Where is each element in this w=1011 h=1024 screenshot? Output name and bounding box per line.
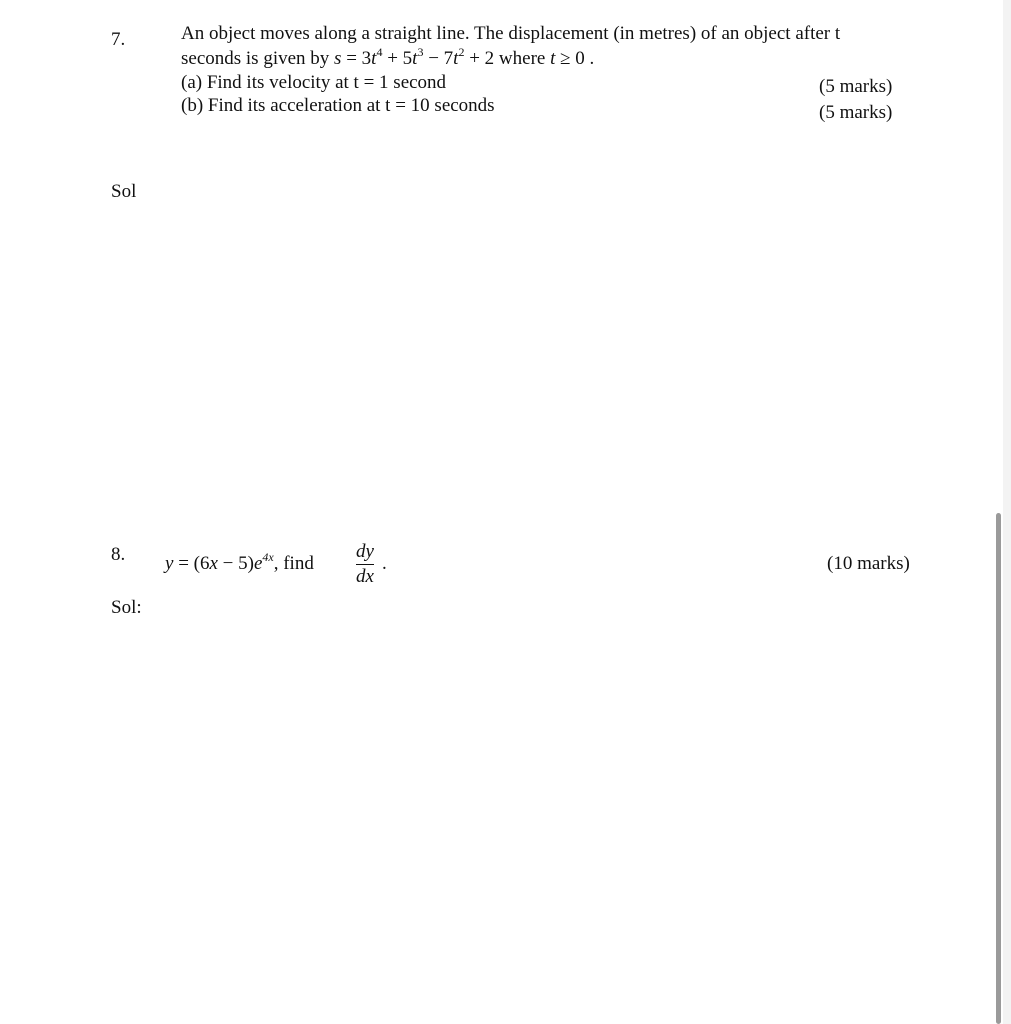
q7-part-a: (a) Find its velocity at t = 1 second xyxy=(181,72,447,93)
scrollbar-thumb[interactable] xyxy=(996,513,1001,1024)
page-edge-shadow xyxy=(1003,0,1011,1024)
q7-number: 7. xyxy=(111,29,126,50)
q7-exp2: 3 xyxy=(417,45,424,59)
q7-part-b: (b) Find its acceleration at t = 10 seconds xyxy=(181,95,495,116)
q7-line2-prefix: seconds is given by xyxy=(181,48,335,69)
q8-var-e: e xyxy=(253,553,263,574)
q8-frac-denominator: dx xyxy=(356,566,374,587)
q7-var-t2: t xyxy=(412,48,418,69)
q8-sol-label: Sol: xyxy=(111,597,142,618)
q8-frac-bar xyxy=(356,564,374,565)
q7-exp1: 4 xyxy=(376,45,383,59)
q7-var-t1: t xyxy=(371,48,377,69)
q8-eq: = (6 xyxy=(173,553,210,574)
q7-exp3: 2 xyxy=(458,45,465,59)
q7-part-b-marks: (5 marks) xyxy=(819,102,893,123)
q7-cond-t: t xyxy=(550,48,556,69)
q8-period: . xyxy=(382,553,387,574)
q7-var-t3: t xyxy=(453,48,459,69)
q7-p3: + 2 where xyxy=(464,48,551,69)
q7-line2 xyxy=(181,47,594,72)
q8-derivative-fraction xyxy=(356,542,374,587)
q8-equation xyxy=(165,552,314,577)
q8-tail: , find xyxy=(273,553,314,574)
q7-cond: ≥ 0 . xyxy=(555,48,595,69)
q8-var-x: x xyxy=(209,553,218,574)
q7-p1: + 5 xyxy=(382,48,413,69)
q7-var-s: s xyxy=(334,48,342,69)
q7-line1: An object moves along a straight line. The displacement (in metres) of an object after t xyxy=(181,23,841,44)
q7-part-a-marks: (5 marks) xyxy=(819,76,893,97)
q7-p2: − 7 xyxy=(423,48,454,69)
q8-frac-numerator: dy xyxy=(356,541,374,562)
q8-exp: 4x xyxy=(262,550,274,564)
q8-number: 8. xyxy=(111,544,126,565)
q8-marks: (10 marks) xyxy=(827,553,910,574)
q8-var-y: y xyxy=(165,553,174,574)
q7-sol-label: Sol xyxy=(111,181,137,202)
q7-eq: = 3 xyxy=(341,48,372,69)
q8-mid: − 5) xyxy=(217,553,254,574)
